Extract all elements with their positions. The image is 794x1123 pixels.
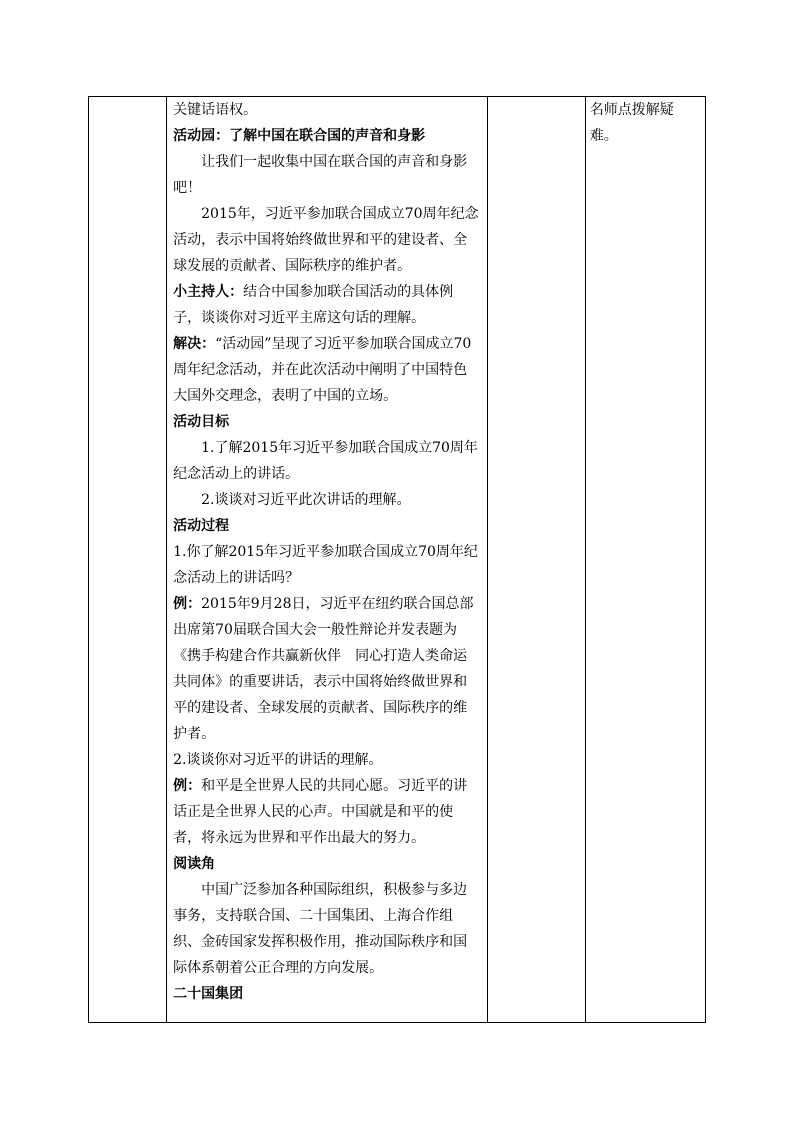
section-heading: 活动过程 bbox=[173, 518, 230, 534]
paragraph-text: “活动园”呈现了习近平参加联合国成立70周年纪念活动，并在此次活动中阐明了中国特色大国外交理念，表明了中国的立场。 bbox=[173, 336, 472, 404]
empty-cell-left bbox=[89, 97, 167, 1023]
paragraph-text: 结合中国参加联合国活动的具体例子，谈谈你对习近平主席这句话的理解。 bbox=[173, 284, 454, 326]
content-cell bbox=[167, 97, 488, 1023]
paragraph: 2.谈谈对习近平此次讲话的理解。 bbox=[201, 492, 411, 508]
paragraph-text: 2015年9月28日，习近平在纽约联合国总部出席第70届联合国大会一般性辩论并发表题为《携手构建合作共赢新伙伴 同心打造人类命运共同体》的重要讲话，表示中国将始终做世界和平的建设者、全球发展的贡献者、国际秩序的维护者。 bbox=[173, 596, 474, 742]
section-heading: 阅读角 bbox=[173, 856, 216, 872]
section-heading: 活动园：了解中国在联合国的声音和身影 bbox=[173, 128, 426, 144]
paragraph-label: 例： bbox=[173, 778, 202, 794]
paragraph: 让我们一起收集中国在联合国的声音和身影吧！ bbox=[173, 154, 468, 196]
paragraph: 中国广泛参加各种国际组织，积极参与多边事务，支持联合国、二十国集团、上海合作组织、金砖国家发挥积极作用，推动国际秩序和国际体系朝着公正合理的方向发展。 bbox=[173, 882, 468, 976]
labeled-paragraph bbox=[173, 331, 481, 409]
paragraph-label: 例： bbox=[173, 596, 202, 612]
paragraph-label: 小主持人： bbox=[173, 284, 244, 300]
lesson-table bbox=[88, 96, 706, 1023]
labeled-paragraph bbox=[173, 773, 481, 851]
section-heading: 活动目标 bbox=[173, 414, 230, 430]
teacher-note: 名师点拨解疑难。 bbox=[589, 102, 674, 144]
labeled-paragraph bbox=[173, 591, 481, 747]
empty-cell-middle bbox=[487, 97, 585, 1023]
section-heading: 二十国集团 bbox=[173, 986, 244, 1002]
paragraph: 1.你了解2015年习近平参加联合国成立70周年纪念活动上的讲话吗？ bbox=[173, 544, 478, 586]
paragraph-text: 和平是全世界人民的共同心愿。习近平的讲话正是全世界人民的心声。中国就是和平的使者，将永远为世界和平作出最大的努力。 bbox=[173, 778, 468, 846]
lesson-content bbox=[167, 97, 487, 1007]
teacher-note-cell bbox=[585, 97, 705, 1023]
paragraph-label: 解决： bbox=[173, 336, 216, 352]
paragraph: 2.谈谈你对习近平的讲话的理解。 bbox=[173, 752, 383, 768]
paragraph: 关键话语权。 bbox=[173, 102, 258, 118]
paragraph: 2015年，习近平参加联合国成立70周年纪念活动，表示中国将始终做世界和平的建设者、全球发展的贡献者、国际秩序的维护者。 bbox=[173, 206, 479, 274]
labeled-paragraph bbox=[173, 279, 481, 331]
paragraph: 1.了解2015年习近平参加联合国成立70周年纪念活动上的讲话。 bbox=[173, 440, 478, 482]
table-row bbox=[89, 97, 706, 1023]
